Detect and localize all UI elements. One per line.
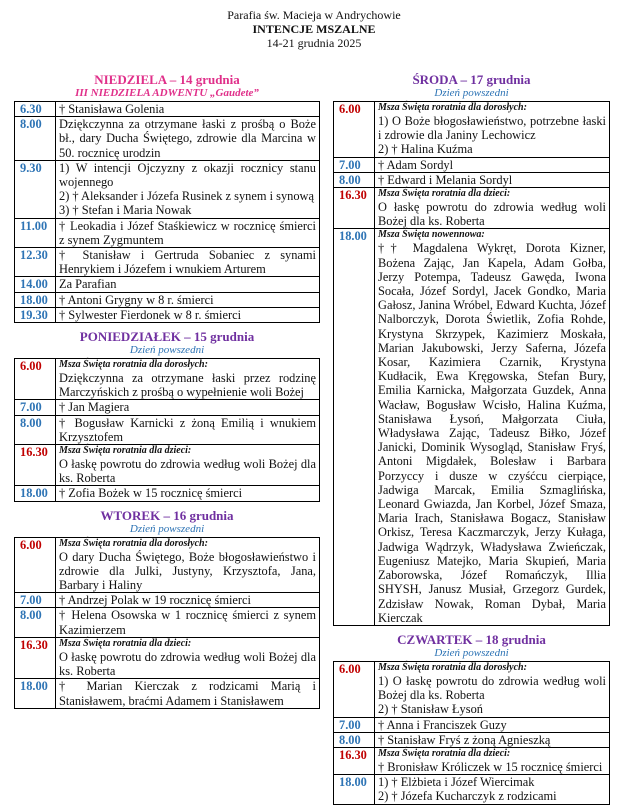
- document-header: [0, 8, 628, 50]
- table-row: [15, 679, 320, 708]
- intention-text: 2) † Aleksander i Józefa Rusinek z synem i synową: [59, 189, 314, 204]
- table-row: [15, 415, 320, 444]
- date-range: 14-21 grudnia 2025: [266, 36, 362, 50]
- intention-text: 1) O łaskę powrotu do zdrowia według woli Bożej dla ks. Roberta: [378, 673, 606, 703]
- mass-intention: [56, 608, 320, 637]
- mass-time: 8.00: [15, 117, 56, 161]
- mass-time: 8.00: [15, 415, 56, 444]
- table-row: [15, 608, 320, 637]
- mass-intention: [56, 537, 320, 593]
- table-row: [15, 160, 320, 218]
- table-row: [15, 248, 320, 277]
- table-row: [15, 445, 320, 486]
- mass-time: 18.00: [15, 292, 56, 307]
- mass-intention: [56, 218, 320, 247]
- mass-type-label: Msza Święta nowennowa:: [378, 229, 485, 241]
- intention-text: † Adam Sordyl: [378, 157, 454, 172]
- table-row: [15, 537, 320, 593]
- document-title: INTENCJE MSZALNE: [252, 22, 376, 36]
- mass-intention: [56, 679, 320, 708]
- day-title: ŚRODA – 17 grudnia: [412, 72, 531, 87]
- table-row: [334, 717, 610, 732]
- mass-schedule-table: [333, 101, 610, 626]
- mass-intention: [56, 102, 320, 117]
- mass-intention: [56, 248, 320, 277]
- mass-time: 7.00: [334, 157, 375, 172]
- mass-time: 16.30: [334, 747, 375, 774]
- mass-type-label: Msza Święta roratnia dla dzieci:: [378, 188, 511, 200]
- table-row: [15, 277, 320, 292]
- mass-intention: [56, 292, 320, 307]
- intention-text: O łaskę powrotu do zdrowia według woli Bożej dla ks. Roberta: [59, 649, 316, 679]
- mass-intention: [56, 486, 320, 501]
- mass-intention: [56, 593, 320, 608]
- table-row: [334, 157, 610, 172]
- mass-time: 8.00: [15, 608, 56, 637]
- intention-text: † Bronisław Króliczek w 15 rocznicę śmierci: [378, 759, 603, 774]
- intention-text: †† Magdalena Wykręt, Dorota Kizner, Bożena Zając, Jan Kapela, Adam Gołba, Jerzy Potempa, Tadeusz Gawęda, Iwona Socała, Józef Sordyl, Jacek Gondko, Maria Gałosz, Janina Wróbel, Edward Kuchta, Józef Nalborczyk, Dorota Świetlik, Zofia Rohde, Krystyna Skrzypek, Kazimierz Moskała, Marian Jakubowski, Jerzy Saferna, Józefa Kosar, Kazimiera Czarnik, Krystyna Kudłacik, Ewa Kręgowska, Stefan Bury, Emilia Karnicka, Małgorzata Guzdek, Anna Wacław, Bogusław Wcisło, Halina Kuźma, Stanisława Łysoń, Małgorzata Ciuła, Władysława Zając, Tadeusz Biłko, Józef Janicki, Dominik Wysogląd, Stanisław Fryś, Antoni Migdałek, Bolesław i Barbara Porzyccy i dusze w czyśćcu cierpiące, Jadwiga Marcak, Emilia Szmaglińska, Leonard Gwiazda, Jan Korbel, Józef Smaza, Maria Irach, Stanisława Bogacz, Stanisław Orkisz, Teresa Kaczmarczyk, Jerzy Kułaga, Jadwiga Wądrzyk, Władysława Zwieńczak, Eugeniusz Matejko, Maria Skupień, Maria Zaborowska, Józef Romańczyk, Illia SHYSH, Janusz Musiał, Grzegorz Gurdek, Zdzisław Nowak, Roman Dybał, Maria Kierczak: [378, 241, 606, 625]
- mass-intention: [375, 188, 610, 229]
- intention-text: † Sylwester Fierdonek w 8 r. śmierci: [59, 307, 242, 322]
- intention-text: † Helena Osowska w 1 rocznicę śmierci z synem Kazimierzem: [59, 608, 316, 637]
- intention-text: Dziękczynna za otrzymane łaski przez rodzinę Marczyńskich z prośbą o wypełnienie woli Bożej: [59, 371, 316, 400]
- mass-intention: [375, 732, 610, 747]
- intention-text: † Edward i Melania Sordyl: [378, 172, 513, 187]
- intention-text: † Zofia Bożek w 15 rocznicę śmierci: [59, 486, 243, 501]
- table-row: [334, 188, 610, 229]
- mass-time: 7.00: [15, 400, 56, 415]
- intention-text: 2) † Józefa Kucharczyk z rodzicami: [378, 789, 557, 804]
- intention-text: 1) W intencji Ojczyzny z okazji rocznicy stanu wojennego: [59, 160, 316, 190]
- mass-intention: [56, 117, 320, 161]
- mass-time: 7.00: [334, 717, 375, 732]
- mass-schedule-table: [14, 537, 320, 709]
- mass-type-label: Msza Święta roratnia dla dorosłych:: [378, 102, 527, 113]
- mass-intention: [56, 400, 320, 415]
- day-subtitle: Dzień powszedni: [129, 522, 205, 535]
- mass-time: 16.30: [334, 188, 375, 229]
- day-title: PONIEDZIAŁEK – 15 grudnia: [79, 329, 255, 345]
- mass-intention: [375, 157, 610, 172]
- intention-text: † Anna i Franciszek Guzy: [378, 717, 507, 732]
- table-row: [334, 661, 610, 717]
- intention-text: † Andrzej Polak w 19 rocznicę śmierci: [59, 593, 251, 608]
- day-title: WTOREK – 16 grudnia: [100, 507, 234, 523]
- mass-intention: [56, 359, 320, 400]
- mass-time: 6.00: [15, 537, 56, 593]
- mass-type-label: Msza Święta roratnia dla dzieci:: [378, 747, 511, 759]
- mass-intention: [375, 775, 610, 804]
- intention-text: † Bogusław Karnicki z żoną Emilią i wnukiem Krzysztofem: [59, 415, 316, 444]
- intention-text: 3) † Stefan i Maria Nowak: [59, 203, 192, 218]
- mass-time: 14.00: [15, 277, 56, 292]
- intention-text: Za Parafian: [59, 277, 117, 292]
- mass-type-label: Msza Święta roratnia dla dzieci:: [59, 445, 192, 457]
- mass-time: 12.30: [15, 248, 56, 277]
- table-row: [15, 359, 320, 400]
- left-column: [14, 72, 320, 715]
- mass-time: 6.00: [334, 102, 375, 158]
- intention-text: † Jan Magiera: [59, 400, 130, 415]
- mass-intention: [56, 277, 320, 292]
- intention-text: † Marian Kierczak z rodzicami Marią i Stanisławem, braćmi Adamem i Stanisławem: [59, 679, 316, 708]
- parish-name: Parafia św. Macieja w Andrychowie: [227, 8, 401, 22]
- table-row: [15, 593, 320, 608]
- mass-time: 6.30: [15, 102, 56, 117]
- intention-text: O dary Ducha Świętego, Boże błogosławieństwo i zdrowie dla Julki, Justyny, Krzysztofa, Jana, Barbary i Haliny: [59, 549, 316, 593]
- intention-text: † Stanisława Golenia: [59, 102, 165, 116]
- table-row: [15, 637, 320, 678]
- table-row: [334, 732, 610, 747]
- table-row: [15, 218, 320, 247]
- mass-schedule-table: [333, 661, 610, 805]
- mass-time: 19.30: [15, 307, 56, 322]
- intention-text: 2) † Halina Kuźma: [378, 142, 473, 157]
- table-row: [15, 400, 320, 415]
- intention-text: † Leokadia i Józef Staśkiewicz w rocznicę śmierci z synem Zygmuntem: [59, 218, 316, 247]
- mass-time: 7.00: [15, 593, 56, 608]
- table-row: [15, 117, 320, 161]
- intention-text: O łaskę powrotu do zdrowia według woli Bożej dla ks. Roberta: [378, 200, 606, 229]
- table-row: [334, 747, 610, 774]
- intention-text: 1) † Elżbieta i Józef Wiercimak: [378, 775, 535, 790]
- mass-time: 16.30: [15, 637, 56, 678]
- mass-time: 11.00: [15, 218, 56, 247]
- table-row: [15, 307, 320, 322]
- intention-text: † Antoni Grygny w 8 r. śmierci: [59, 292, 214, 307]
- mass-intention: [56, 637, 320, 678]
- right-column: [333, 72, 610, 811]
- day-subtitle: III NIEDZIELA ADWENTU „Gaudete”: [75, 87, 259, 99]
- mass-type-label: Msza Święta roratnia dla dorosłych:: [378, 661, 527, 673]
- mass-intention: [56, 307, 320, 322]
- mass-schedule-table: [14, 101, 320, 323]
- table-row: [15, 102, 320, 117]
- mass-intention: [375, 172, 610, 187]
- intention-text: † Stanisław i Gertruda Sobaniec z synami Henrykiem i Józefem i wnukiem Arturem: [59, 248, 316, 277]
- mass-time: 18.00: [15, 679, 56, 708]
- mass-time: 16.30: [15, 445, 56, 486]
- day-subtitle: Dzień powszedni: [434, 646, 509, 659]
- mass-time: 6.00: [15, 359, 56, 400]
- day-subtitle: Dzień powszedni: [434, 87, 509, 99]
- day-subtitle: Dzień powszedni: [129, 344, 205, 357]
- mass-intention: [375, 747, 610, 774]
- mass-time: 8.00: [334, 172, 375, 187]
- table-row: [15, 486, 320, 501]
- mass-time: 18.00: [334, 229, 375, 625]
- mass-intention: [375, 661, 610, 717]
- intention-text: 2) † Stanisław Łysoń: [378, 702, 483, 717]
- mass-type-label: Msza Święta roratnia dla dorosłych:: [59, 359, 208, 371]
- table-row: [334, 229, 610, 625]
- mass-intention: [375, 229, 610, 625]
- table-row: [334, 102, 610, 158]
- mass-schedule-table: [14, 358, 320, 502]
- intention-text: † Stanisław Fryś z żoną Agnieszką: [378, 732, 551, 747]
- mass-time: 18.00: [334, 775, 375, 804]
- mass-intention: [56, 160, 320, 218]
- table-row: [334, 172, 610, 187]
- day-title: CZWARTEK – 18 grudnia: [397, 631, 546, 647]
- mass-intention: [56, 445, 320, 486]
- table-row: [15, 292, 320, 307]
- mass-type-label: Msza Święta roratnia dla dzieci:: [59, 637, 192, 649]
- day-title: NIEDZIELA – 14 grudnia: [94, 72, 240, 87]
- mass-time: 8.00: [334, 732, 375, 747]
- mass-intention: [56, 415, 320, 444]
- table-row: [334, 775, 610, 804]
- intention-text: Dziękczynna za otrzymane łaski z prośbą o Boże bł., dary Ducha Świętego, zdrowie dla Marcina w 50. rocznicę urodzin: [59, 117, 316, 160]
- mass-time: 18.00: [15, 486, 56, 501]
- intention-text: 1) O Boże błogosławieństwo, potrzebne łaski i zdrowie dla Janiny Lechowicz: [378, 114, 606, 143]
- mass-intention: [375, 717, 610, 732]
- mass-type-label: Msza Święta roratnia dla dorosłych:: [59, 537, 208, 549]
- mass-time: 9.30: [15, 160, 56, 218]
- mass-time: 6.00: [334, 661, 375, 717]
- intention-text: O łaskę powrotu do zdrowia według woli Bożej dla ks. Roberta: [59, 457, 316, 486]
- mass-intention: [375, 102, 610, 158]
